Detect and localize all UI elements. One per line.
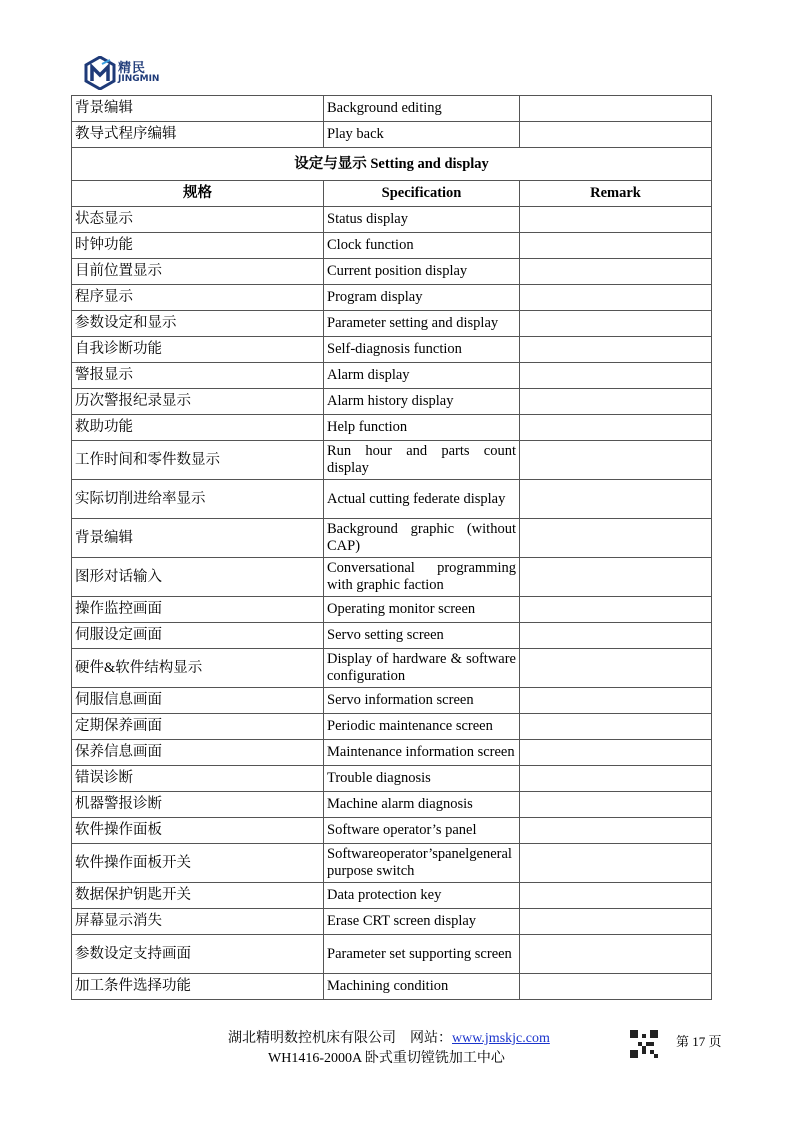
spec-remark (520, 740, 712, 766)
spec-cn: 教导式程序编辑 (72, 122, 324, 148)
table-row (72, 909, 712, 935)
table-row (72, 363, 712, 389)
spec-en: Periodic maintenance screen (324, 714, 520, 740)
spec-remark (520, 623, 712, 649)
table-row (72, 844, 712, 883)
table-row (72, 714, 712, 740)
logo-icon (84, 56, 116, 90)
spec-remark (520, 337, 712, 363)
table-row (72, 688, 712, 714)
spec-en: Maintenance information screen (324, 740, 520, 766)
table-row (72, 259, 712, 285)
spec-en: Softwareoperator’spanelgeneral purpose switch (324, 844, 520, 883)
spec-remark (520, 714, 712, 740)
spec-remark (520, 558, 712, 597)
table-row (72, 883, 712, 909)
spec-en: Software operator’s panel (324, 818, 520, 844)
spec-cn: 定期保养画面 (72, 714, 324, 740)
logo-cn-text: 精民 (118, 61, 147, 76)
spec-remark (520, 441, 712, 480)
website-link[interactable]: www.jmskjc.com (452, 1031, 550, 1046)
column-header-spec: Specification (324, 181, 520, 207)
spec-en: Play back (324, 122, 520, 148)
spec-en: Parameter setting and display (324, 311, 520, 337)
spec-remark (520, 688, 712, 714)
column-header-cn: 规格 (72, 181, 324, 207)
spec-en: Conversational programming with graphic faction (324, 558, 520, 597)
table-row (72, 519, 712, 558)
table-row (72, 122, 712, 148)
table-row (72, 623, 712, 649)
spec-remark (520, 519, 712, 558)
spec-en: Trouble diagnosis (324, 766, 520, 792)
spec-en: Machining condition (324, 974, 520, 1000)
spec-cn: 屏幕显示消失 (72, 909, 324, 935)
spec-cn: 工作时间和零件数显示 (72, 441, 324, 480)
qr-code-icon (630, 1030, 658, 1058)
spec-remark (520, 766, 712, 792)
page-number: 第 17 页 (676, 1034, 722, 1049)
spec-remark (520, 818, 712, 844)
spec-remark (520, 909, 712, 935)
spec-cn: 机器警报诊断 (72, 792, 324, 818)
company-name: 湖北精明数控机床有限公司 (228, 1031, 396, 1046)
table-row (72, 480, 712, 519)
spec-cn: 数据保护钥匙开关 (72, 883, 324, 909)
spec-cn: 程序显示 (72, 285, 324, 311)
table-row (72, 974, 712, 1000)
spec-cn: 状态显示 (72, 207, 324, 233)
spec-remark (520, 259, 712, 285)
company-logo (84, 56, 180, 90)
spec-remark (520, 415, 712, 441)
footer-company-line (228, 1027, 550, 1047)
spec-remark (520, 597, 712, 623)
spec-cn: 伺服设定画面 (72, 623, 324, 649)
spec-en: Background graphic (without CAP) (324, 519, 520, 558)
spec-en: Clock function (324, 233, 520, 259)
spec-cn: 目前位置显示 (72, 259, 324, 285)
spec-remark (520, 935, 712, 974)
table-row (72, 558, 712, 597)
spec-cn: 时钟功能 (72, 233, 324, 259)
footer-model-line: WH1416-2000A 卧式重切镗铣加工中心 (268, 1051, 505, 1066)
spec-cn: 自我诊断功能 (72, 337, 324, 363)
spec-en: Servo information screen (324, 688, 520, 714)
spec-cn: 实际切削进给率显示 (72, 480, 324, 519)
spec-remark (520, 844, 712, 883)
spec-cn: 历次警报纪录显示 (72, 389, 324, 415)
spec-remark (520, 363, 712, 389)
table-row (72, 96, 712, 122)
spec-remark (520, 122, 712, 148)
table-row (72, 415, 712, 441)
table-row (72, 935, 712, 974)
table-row (72, 285, 712, 311)
logo-en-text: JINGMIN (118, 74, 160, 84)
spec-en: Parameter set supporting screen (324, 935, 520, 974)
spec-remark (520, 974, 712, 1000)
spec-en: Alarm display (324, 363, 520, 389)
table-row (72, 766, 712, 792)
spec-en: Run hour and parts count display (324, 441, 520, 480)
section-title: 设定与显示 Setting and display (72, 148, 712, 181)
spec-remark (520, 311, 712, 337)
spec-en: Actual cutting federate display (324, 480, 520, 519)
spec-remark (520, 480, 712, 519)
table-row (72, 441, 712, 480)
spec-en: Machine alarm diagnosis (324, 792, 520, 818)
spec-en: Background editing (324, 96, 520, 122)
spec-en: Status display (324, 207, 520, 233)
spec-remark (520, 233, 712, 259)
table-row (72, 649, 712, 688)
spec-remark (520, 649, 712, 688)
table-row (72, 337, 712, 363)
table-row (72, 792, 712, 818)
spec-cn: 背景编辑 (72, 96, 324, 122)
spec-cn: 加工条件选择功能 (72, 974, 324, 1000)
spec-remark (520, 792, 712, 818)
spec-cn: 硬件&软件结构显示 (72, 649, 324, 688)
spec-en: Operating monitor screen (324, 597, 520, 623)
spec-remark (520, 883, 712, 909)
spec-en: Self-diagnosis function (324, 337, 520, 363)
table-row (72, 233, 712, 259)
table-row (72, 818, 712, 844)
spec-cn: 操作监控画面 (72, 597, 324, 623)
table-row (72, 597, 712, 623)
spec-cn: 软件操作面板 (72, 818, 324, 844)
spec-cn: 背景编辑 (72, 519, 324, 558)
table-row (72, 740, 712, 766)
website-label: 网站： (410, 1031, 452, 1046)
spec-cn: 图形对话输入 (72, 558, 324, 597)
table-row (72, 207, 712, 233)
spec-remark (520, 96, 712, 122)
spec-cn: 软件操作面板开关 (72, 844, 324, 883)
spec-cn: 保养信息画面 (72, 740, 324, 766)
spec-en: Help function (324, 415, 520, 441)
spec-en: Current position display (324, 259, 520, 285)
spec-cn: 参数设定支持画面 (72, 935, 324, 974)
spec-en: Data protection key (324, 883, 520, 909)
spec-remark (520, 285, 712, 311)
spec-remark (520, 207, 712, 233)
table-row (72, 311, 712, 337)
spec-cn: 警报显示 (72, 363, 324, 389)
spec-table (71, 95, 712, 1000)
spec-cn: 伺服信息画面 (72, 688, 324, 714)
section-header-row (72, 148, 712, 181)
spec-en: Display of hardware & software configuration (324, 649, 520, 688)
spec-remark (520, 389, 712, 415)
column-header-remark: Remark (520, 181, 712, 207)
spec-cn: 救助功能 (72, 415, 324, 441)
spec-cn: 参数设定和显示 (72, 311, 324, 337)
spec-en: Erase CRT screen display (324, 909, 520, 935)
spec-en: Program display (324, 285, 520, 311)
table-row (72, 389, 712, 415)
column-header-row (72, 181, 712, 207)
spec-en: Alarm history display (324, 389, 520, 415)
spec-en: Servo setting screen (324, 623, 520, 649)
spec-cn: 错误诊断 (72, 766, 324, 792)
